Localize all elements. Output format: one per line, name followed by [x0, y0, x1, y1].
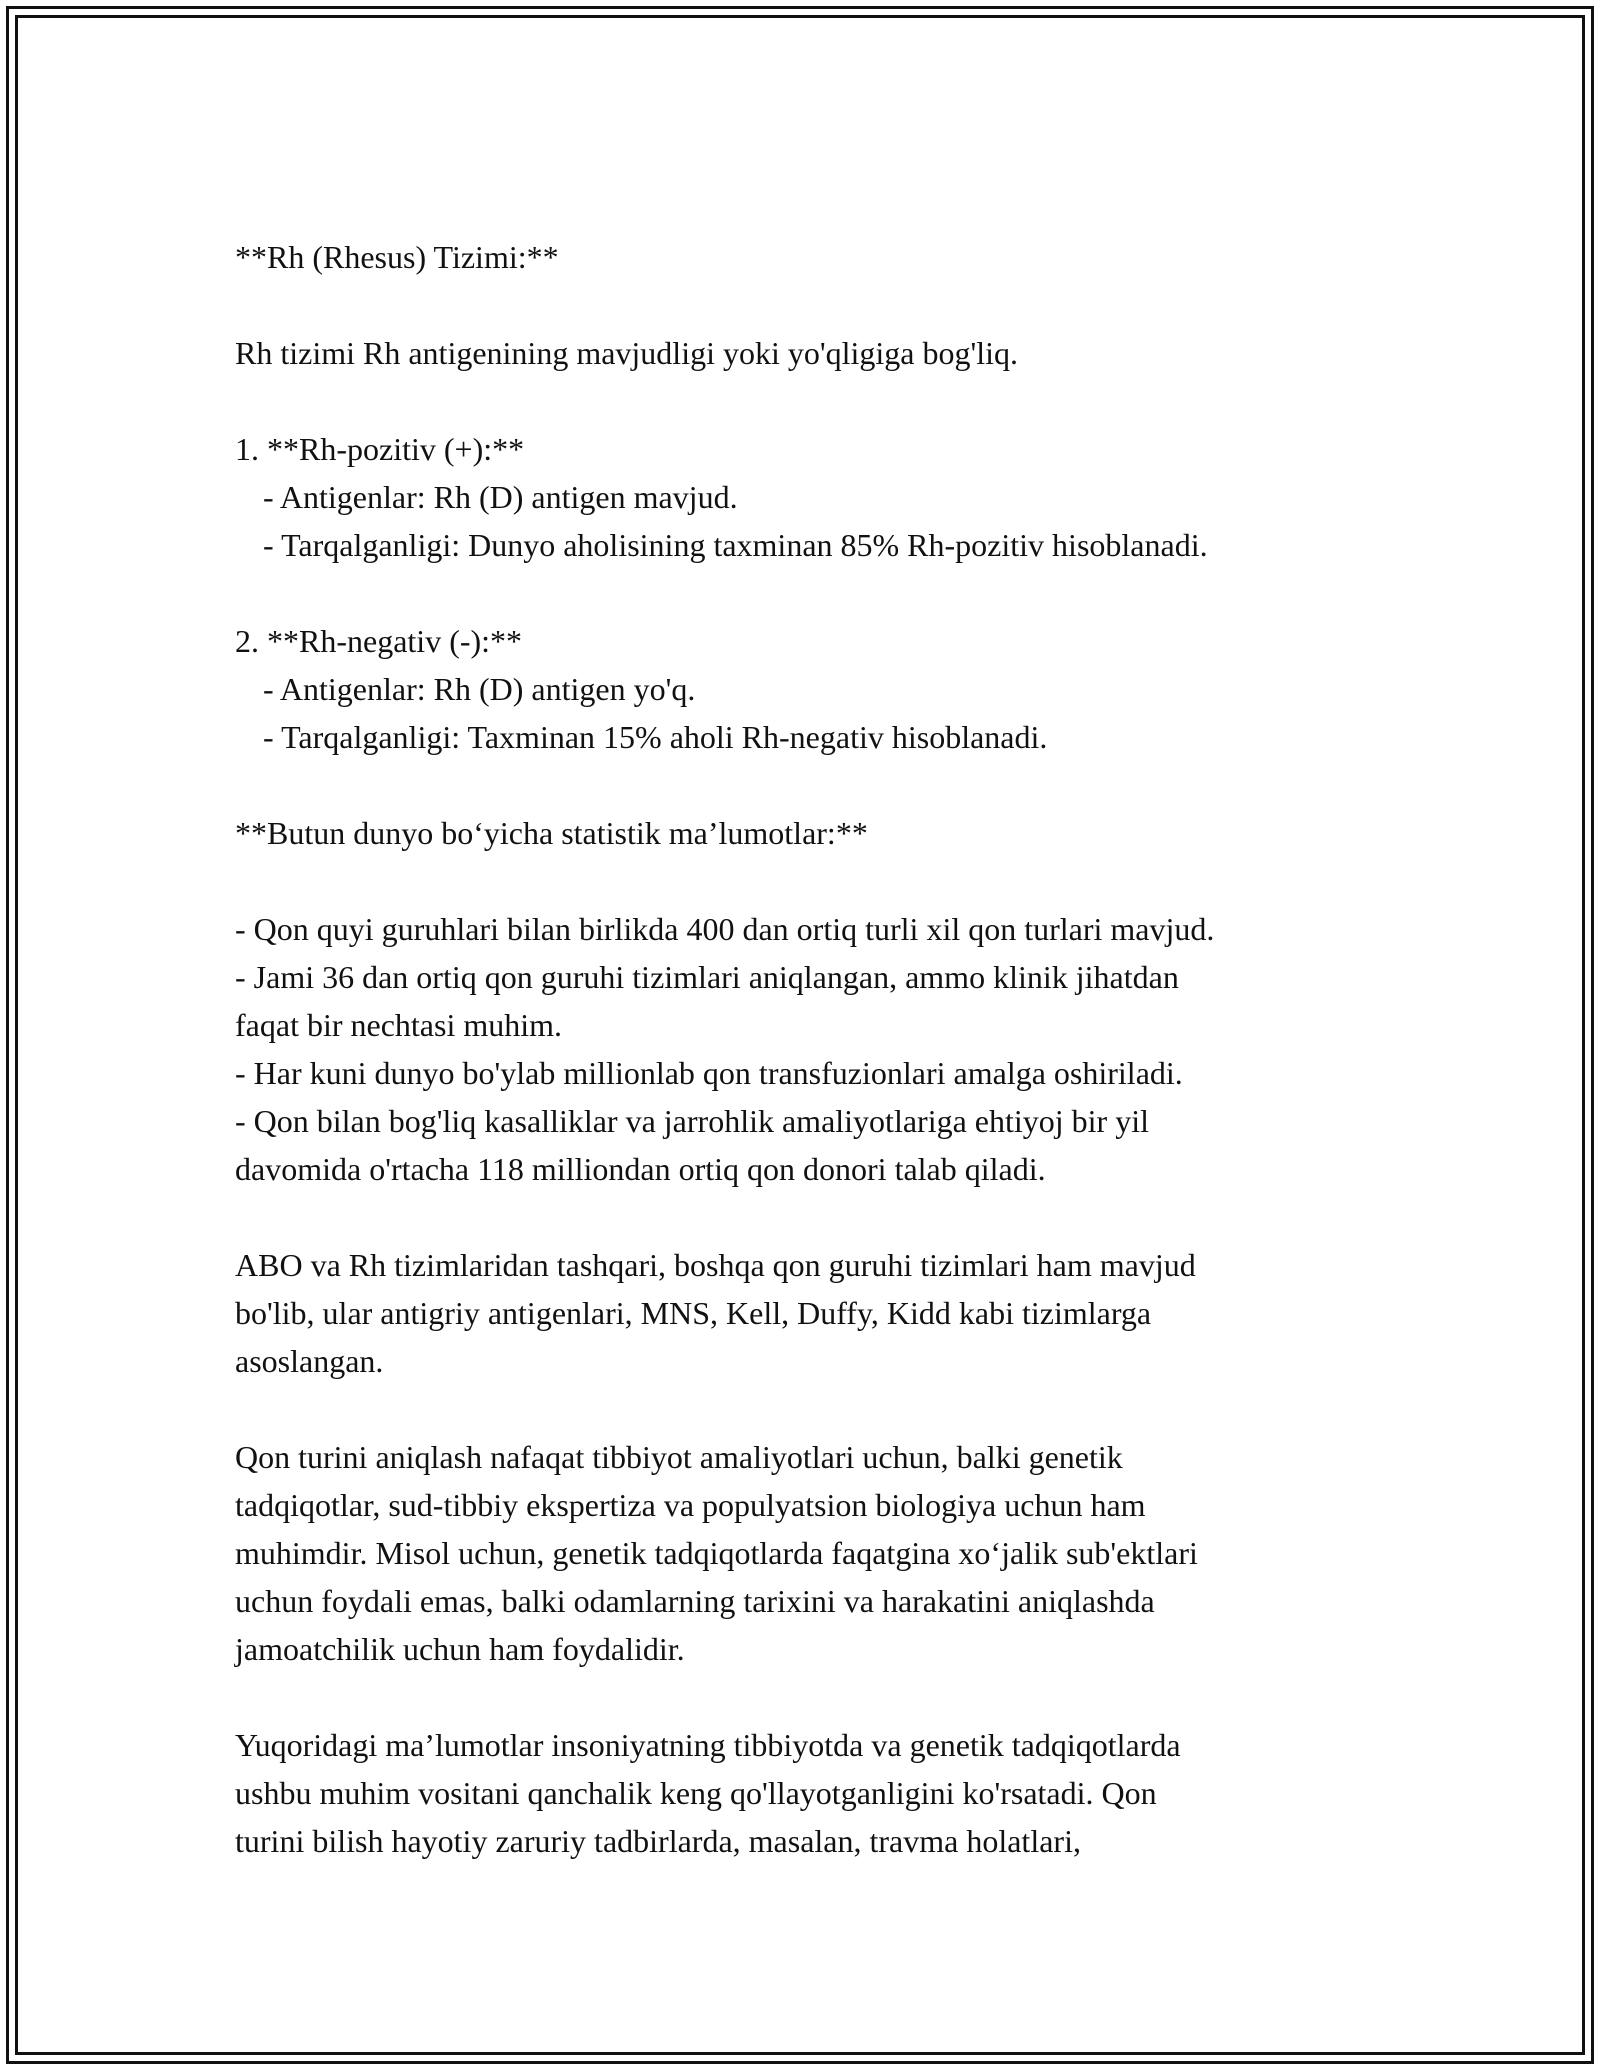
conclusion-line: turini bilish hayotiy zaruriy tadbirlarda, masalan, travma holatlari, [235, 1823, 1081, 1859]
spacer [235, 377, 1385, 425]
stats-line: - Qon quyi guruhlari bilan birlikda 400 dan ortiq turli xil qon turlari mavjud. [235, 911, 1215, 947]
stats-line: - Jami 36 dan ortiq qon guruhi tizimlari aniqlangan, ammo klinik jihatdan [235, 959, 1179, 995]
rh-heading: **Rh (Rhesus) Tizimi:** [235, 239, 559, 275]
rh-negative-prevalence: - Tarqalganligi: Taxminan 15% aholi Rh-negativ hisoblanadi. [263, 719, 1048, 755]
spacer [235, 761, 1385, 809]
rh-intro: Rh tizimi Rh antigenining mavjudligi yoki yo'qligiga bog'liq. [235, 335, 1019, 371]
stats-line: davomida o'rtacha 118 milliondan ortiq qon donori talab qiladi. [235, 1151, 1046, 1187]
stats-line: - Har kuni dunyo bo'ylab millionlab qon transfuzionlari amalga oshiriladi. [235, 1055, 1183, 1091]
document-body [235, 233, 1385, 1865]
rh-positive-title: 1. **Rh-pozitiv (+):** [235, 431, 525, 467]
stats-line: - Qon bilan bog'liq kasalliklar va jarrohlik amaliyotlariga ehtiyoj bir yil [235, 1103, 1149, 1139]
other-systems-line: ABO va Rh tizimlaridan tashqari, boshqa qon guruhi tizimlari ham mavjud [235, 1247, 1196, 1283]
spacer [235, 1385, 1385, 1433]
other-systems-line: bo'lib, ular antigriy antigenlari, MNS, Kell, Duffy, Kidd kabi tizimlarga [235, 1295, 1152, 1331]
importance-line: jamoatchilik uchun ham foydalidir. [235, 1631, 685, 1667]
importance-line: muhimdir. Misol uchun, genetik tadqiqotlarda faqatgina xo‘jalik sub'ektlari [235, 1535, 1198, 1571]
spacer [235, 857, 1385, 905]
rh-positive-prevalence: - Tarqalganligi: Dunyo aholisining taxminan 85% Rh-pozitiv hisoblanadi. [263, 527, 1208, 563]
conclusion-line: Yuqoridagi ma’lumotlar insoniyatning tibbiyotda va genetik tadqiqotlarda [235, 1727, 1181, 1763]
rh-positive-antigen: - Antigenlar: Rh (D) antigen mavjud. [263, 479, 738, 515]
importance-line: tadqiqotlar, sud-tibbiy ekspertiza va populyatsion biologiya uchun ham [235, 1487, 1146, 1523]
rh-negative-antigen: - Antigenlar: Rh (D) antigen yo'q. [263, 671, 696, 707]
other-systems-line: asoslangan. [235, 1343, 384, 1379]
rh-negative-title: 2. **Rh-negativ (-):** [235, 623, 523, 659]
spacer [235, 1673, 1385, 1721]
spacer [235, 281, 1385, 329]
spacer [235, 569, 1385, 617]
conclusion-line: ushbu muhim vositani qanchalik keng qo'llayotganligini ko'rsatadi. Qon [235, 1775, 1157, 1811]
spacer [235, 1193, 1385, 1241]
importance-line: Qon turini aniqlash nafaqat tibbiyot amaliyotlari uchun, balki genetik [235, 1439, 1123, 1475]
importance-line: uchun foydali emas, balki odamlarning tarixini va harakatini aniqlashda [235, 1583, 1155, 1619]
stats-heading: **Butun dunyo bo‘yicha statistik ma’lumotlar:** [235, 815, 868, 851]
stats-line: faqat bir nechtasi muhim. [235, 1007, 563, 1043]
